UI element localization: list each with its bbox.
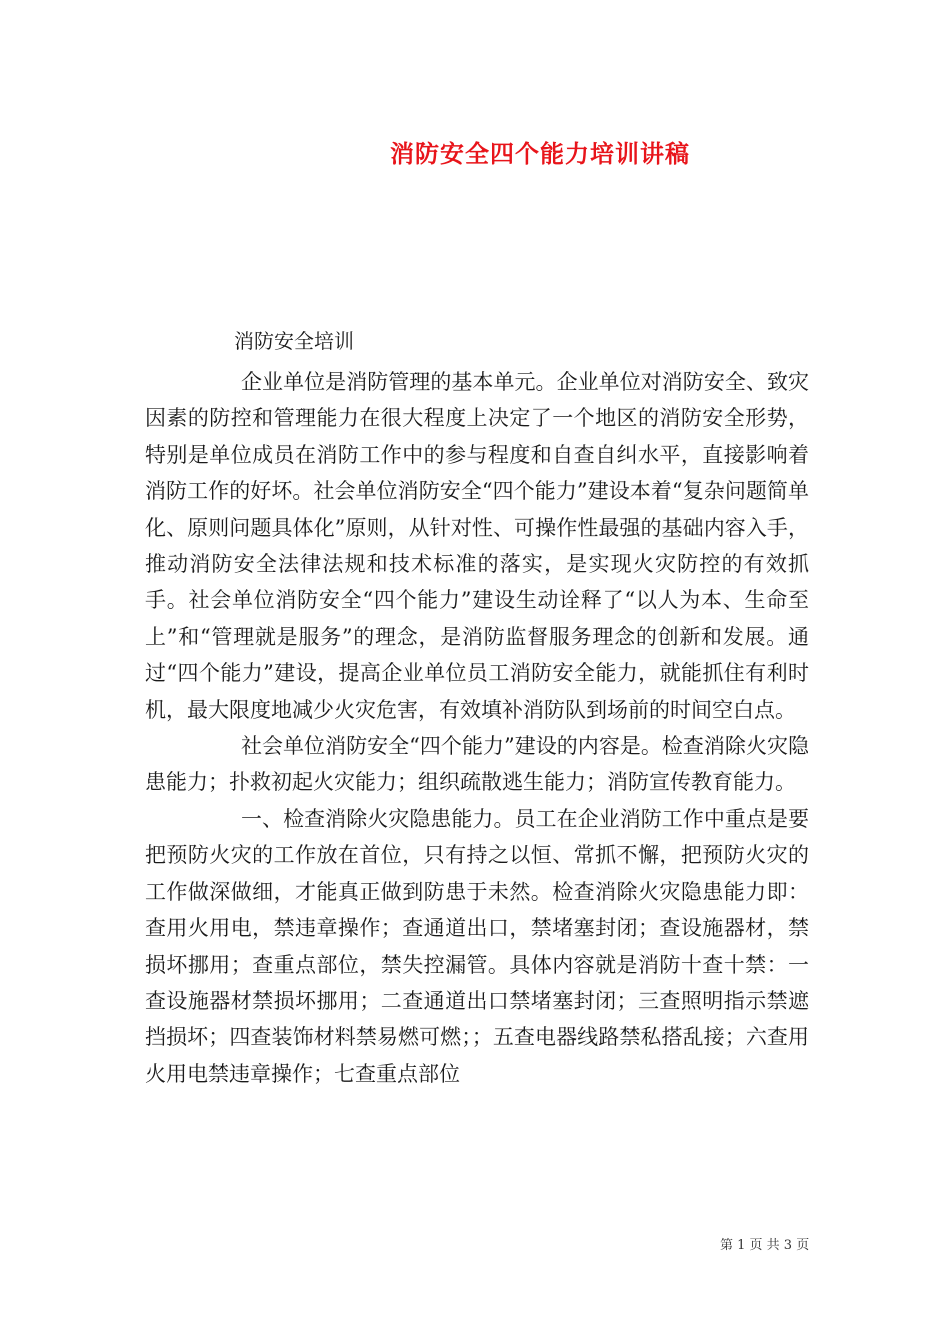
document-subtitle: 消防安全培训 (234, 329, 354, 353)
document-title: 消防安全四个能力培训讲稿 (390, 139, 690, 168)
document-body (145, 364, 809, 1092)
body-paragraph: 一、检查消除火灾隐患能力。员工在企业消防工作中重点是要把预防火灾的工作放在首位，只有持之以恒、常抓不懈，把预防火灾的工作做深做细，才能真正做到防患于未然。检查消除火灾隐患能力即：查用火用电，禁违章操作；查通道出口，禁堵塞封闭；查设施器材，禁损坏挪用；查重点部位，禁失控漏管。具体内容就是消防十查十禁：一查设施器材禁损坏挪用；二查通道出口禁堵塞封闭；三查照明指示禁遮挡损坏；四查装饰材料禁易燃可燃；；五查电器线路禁私搭乱接；六查用火用电禁违章操作；七查重点部位 (145, 806, 809, 1086)
body-paragraph: 社会单位消防安全“四个能力”建设的内容是。检查消除火灾隐患能力；扑救初起火灾能力；组织疏散逃生能力；消防宣传教育能力。 (145, 734, 809, 795)
body-paragraph: 企业单位是消防管理的基本单元。企业单位对消防安全、致灾因素的防控和管理能力在很大程度上决定了一个地区的消防安全形势，特别是单位成员在消防工作中的参与程度和自查自纠水平，直接影响着消防工作的好坏。社会单位消防安全“四个能力”建设本着“复杂问题简单化、原则问题具体化”原则，从针对性、可操作性最强的基础内容入手，推动消防安全法律法规和技术标准的落实，是实现火灾防控的有效抓手。社会单位消防安全“四个能力”建设生动诠释了“以人为本、生命至上”和“管理就是服务”的理念，是消防监督服务理念的创新和发展。通过“四个能力”建设，提高企业单位员工消防安全能力，就能抓住有利时机，最大限度地减少火灾危害，有效填补消防队到场前的时间空白点。 (145, 370, 809, 722)
page-number-footer: 第 1 页 共 3 页 (720, 1238, 810, 1253)
